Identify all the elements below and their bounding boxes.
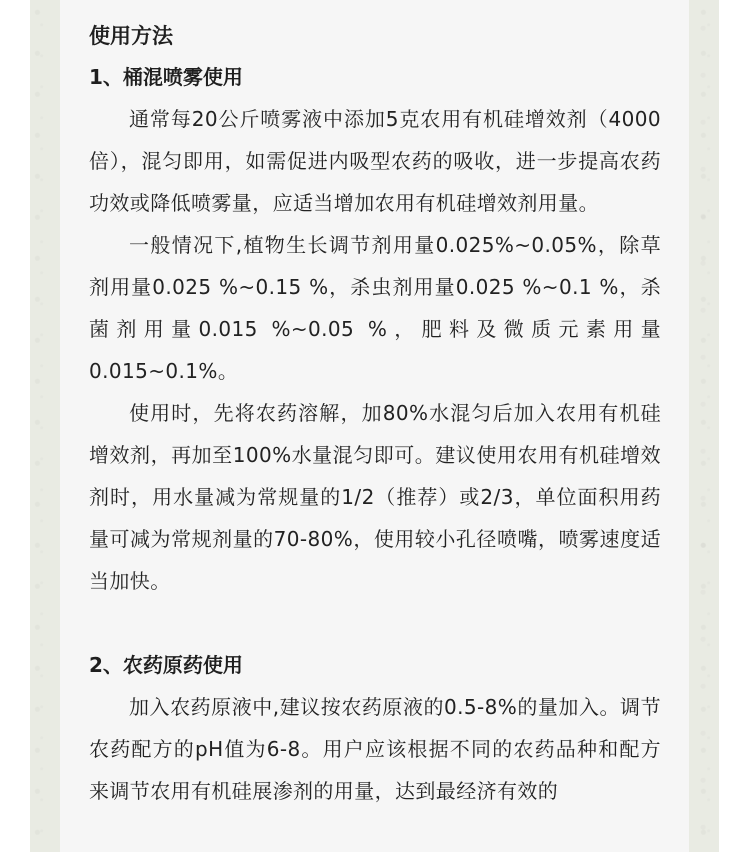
section1-paragraph-1: 通常每20公斤喷雾液中添加5克农用有机硅增效剂（4000倍），混匀即用，如需促进内吸型农药的吸收，进一步提高农药功效或降低喷雾量，应适当增加农用有机硅增效剂用量。 [89,107,661,215]
section2-paragraph-1: 加入农药原液中,建议按农药原液的0.5-8%的量加入。调节农药配方的pH值为6-8。用户应该根据不同的农药品种和配方来调节农用有机硅展渗剂的用量，达到最经济有效的 [89,695,661,803]
section1-paragraph-2: 一般情况下,植物生长调节剂用量0.025%~0.05%，除草剂用量0.025 %~0.15 %，杀虫剂用量0.025 %~0.1 %，杀菌剂用量0.015 %~0.05 %，肥料及微质元素用量0.015~0.1%。 [89,233,661,383]
section2-heading: 2、农药原药使用 [89,653,243,677]
spacer [89,602,661,644]
section1-heading: 1、桶混喷雾使用 [89,65,243,89]
article-content [89,16,661,812]
section1-paragraph-3: 使用时，先将农药溶解，加80%水混匀后加入农用有机硅增效剂，再加至100%水量混匀即可。建议使用农用有机硅增效剂时，用水量减为常规量的1/2（推荐）或2/3，单位面积用药量可减为常规剂量的70-80%，使用较小孔径喷嘴，喷雾速度适当加快。 [89,401,661,593]
section-title: 使用方法 [89,24,173,48]
